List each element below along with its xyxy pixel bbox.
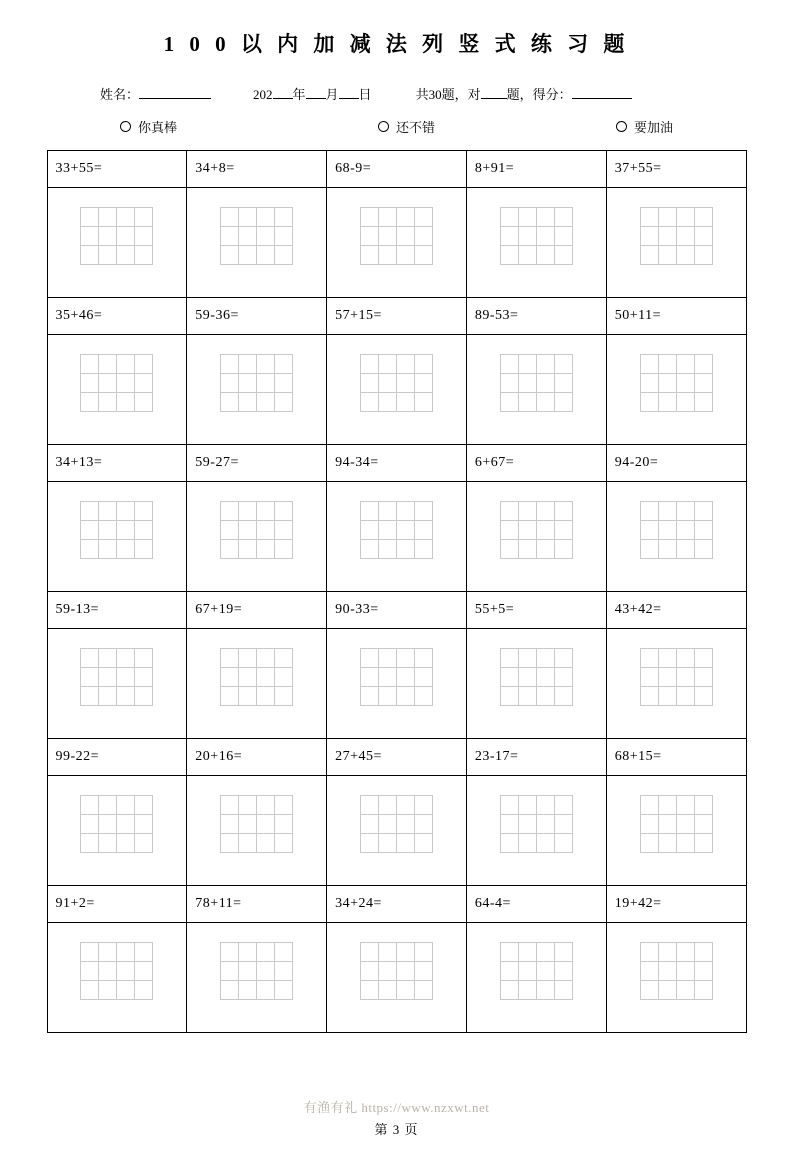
problem-expression: 23-17= [474, 749, 519, 764]
problem-cell[interactable] [606, 445, 746, 592]
problem-cell[interactable] [466, 445, 606, 592]
cell-divider [48, 334, 187, 335]
cell-divider [467, 922, 606, 923]
problem-expression: 59-27= [195, 455, 239, 470]
cell-divider [48, 775, 187, 776]
problem-expression: 64-4= [474, 896, 511, 911]
answer-grid[interactable] [81, 354, 153, 411]
cell-divider [187, 775, 326, 776]
cell-divider [327, 922, 466, 923]
table-row [47, 592, 746, 739]
cell-divider [607, 481, 746, 482]
problem-cell[interactable] [606, 592, 746, 739]
cell-divider [48, 922, 187, 923]
rating-row [0, 117, 793, 136]
correct-blank[interactable] [481, 85, 507, 99]
problem-cell[interactable] [606, 151, 746, 298]
answer-grid[interactable] [221, 207, 293, 264]
answer-grid[interactable] [81, 942, 153, 999]
table-row [47, 739, 746, 886]
cell-divider [187, 334, 326, 335]
answer-grid[interactable] [640, 795, 712, 852]
cell-divider [187, 187, 326, 188]
problem-cell[interactable] [327, 298, 467, 445]
problem-expression: 55+5= [474, 602, 515, 617]
answer-grid[interactable] [360, 942, 432, 999]
info-row [0, 84, 793, 103]
problem-cell[interactable] [466, 886, 606, 1033]
month-unit: 月 [325, 87, 339, 102]
answer-grid[interactable] [81, 207, 153, 264]
problem-cell[interactable] [187, 445, 327, 592]
table-row [47, 151, 746, 298]
cell-divider [48, 187, 187, 188]
cell-divider [327, 775, 466, 776]
cell-divider [48, 481, 187, 482]
problem-expression: 34+24= [335, 896, 382, 911]
problem-expression: 68-9= [335, 161, 372, 176]
rating-label-tryharder: 要加油 [634, 120, 674, 135]
answer-grid[interactable] [500, 207, 572, 264]
cell-divider [607, 334, 746, 335]
answer-grid[interactable] [500, 648, 572, 705]
answer-grid[interactable] [360, 795, 432, 852]
rating-option-great[interactable] [120, 117, 298, 136]
answer-grid[interactable] [640, 501, 712, 558]
table-row [47, 886, 746, 1033]
problem-cell[interactable] [327, 886, 467, 1033]
total-label: 共30题，对 [415, 87, 481, 102]
problem-expression: 67+19= [195, 602, 243, 617]
problem-cell[interactable] [466, 298, 606, 445]
problem-cell[interactable] [327, 151, 467, 298]
answer-grid[interactable] [360, 501, 432, 558]
problem-expression: 27+45= [335, 749, 382, 764]
problem-cell[interactable] [466, 151, 606, 298]
problem-expression: 94-34= [335, 455, 379, 470]
cell-divider [48, 628, 187, 629]
problem-cell[interactable] [327, 739, 467, 886]
problem-cell[interactable] [187, 739, 327, 886]
problem-expression: 94-20= [614, 455, 659, 470]
answer-grid[interactable] [360, 648, 432, 705]
circle-icon [378, 121, 389, 132]
day-blank[interactable] [339, 85, 359, 99]
answer-grid[interactable] [500, 942, 572, 999]
answer-grid[interactable] [221, 354, 293, 411]
rating-option-tryharder[interactable] [495, 117, 673, 136]
problem-expression: 89-53= [474, 308, 519, 323]
problem-expression: 20+16= [195, 749, 243, 764]
answer-grid[interactable] [640, 207, 712, 264]
cell-divider [467, 628, 606, 629]
answer-grid[interactable] [360, 354, 432, 411]
problem-expression: 6+67= [474, 455, 515, 470]
problem-expression: 35+46= [55, 308, 103, 323]
problem-expression: 68+15= [614, 749, 662, 764]
problem-cell[interactable] [47, 592, 187, 739]
problem-cell[interactable] [187, 886, 327, 1033]
cell-divider [607, 922, 746, 923]
answer-grid[interactable] [500, 354, 572, 411]
problem-cell[interactable] [187, 592, 327, 739]
problem-cell[interactable] [606, 298, 746, 445]
rating-label-ok: 还不错 [396, 120, 436, 135]
cell-divider [467, 481, 606, 482]
worksheet-page [0, 28, 793, 1150]
answer-grid[interactable] [640, 942, 712, 999]
answer-grid[interactable] [221, 501, 293, 558]
problem-cell[interactable] [327, 592, 467, 739]
cell-divider [187, 922, 326, 923]
answer-grid[interactable] [81, 501, 153, 558]
cell-divider [467, 775, 606, 776]
circle-icon [616, 121, 627, 132]
total-unit: 题，得分： [506, 87, 572, 102]
problem-cell[interactable] [47, 886, 187, 1033]
problem-cell[interactable] [466, 592, 606, 739]
cell-divider [327, 481, 466, 482]
cell-divider [467, 187, 606, 188]
year-blank[interactable] [273, 85, 293, 99]
table-row [47, 445, 746, 592]
cell-divider [607, 775, 746, 776]
answer-grid[interactable] [221, 942, 293, 999]
problem-cell[interactable] [606, 739, 746, 886]
problem-expression: 43+42= [614, 602, 662, 617]
name-label: 姓名： [100, 87, 140, 102]
problem-expression: 57+15= [335, 308, 382, 323]
cell-divider [607, 187, 746, 188]
watermark: 有渔有礼 https://www.nzxwt.net [303, 1100, 490, 1115]
problem-cell[interactable] [47, 739, 187, 886]
name-blank[interactable] [139, 85, 211, 99]
month-blank[interactable] [306, 85, 326, 99]
page-footer: 第 3 页 [374, 1122, 419, 1137]
cell-divider [187, 481, 326, 482]
year-unit: 年 [292, 87, 306, 102]
problem-expression: 90-33= [335, 602, 379, 617]
answer-grid[interactable] [81, 648, 153, 705]
problem-expression: 37+55= [614, 161, 662, 176]
page-title: 1 0 0 以 内 加 减 法 列 竖 式 练 习 题 [163, 32, 630, 56]
problem-cell[interactable] [187, 298, 327, 445]
problem-expression: 59-13= [55, 602, 100, 617]
answer-grid[interactable] [640, 354, 712, 411]
problem-expression: 34+8= [195, 161, 235, 176]
answer-grid[interactable] [221, 648, 293, 705]
answer-grid[interactable] [640, 648, 712, 705]
problem-expression: 34+13= [55, 455, 103, 470]
answer-grid[interactable] [221, 795, 293, 852]
problem-cell[interactable] [47, 445, 187, 592]
problem-cell[interactable] [47, 298, 187, 445]
cell-divider [327, 628, 466, 629]
problem-cell[interactable] [47, 151, 187, 298]
problem-cell[interactable] [187, 151, 327, 298]
year-prefix: 202 [253, 87, 273, 102]
circle-icon [120, 121, 131, 132]
problem-expression: 59-36= [195, 308, 239, 323]
problem-cell[interactable] [606, 886, 746, 1033]
problem-expression: 8+91= [474, 161, 515, 176]
cell-divider [467, 334, 606, 335]
problems-table [47, 150, 747, 1033]
problem-expression: 50+11= [614, 308, 661, 323]
cell-divider [607, 628, 746, 629]
rating-label-great: 你真棒 [138, 120, 178, 135]
answer-grid[interactable] [81, 795, 153, 852]
problem-cell[interactable] [466, 739, 606, 886]
problem-expression: 78+11= [195, 896, 242, 911]
table-row [47, 298, 746, 445]
answer-grid[interactable] [500, 501, 572, 558]
problem-cell[interactable] [327, 445, 467, 592]
problem-expression: 99-22= [55, 749, 100, 764]
problem-expression: 33+55= [55, 161, 103, 176]
day-unit: 日 [358, 87, 372, 102]
answer-grid[interactable] [500, 795, 572, 852]
score-blank[interactable] [572, 85, 632, 99]
problem-expression: 19+42= [614, 896, 662, 911]
cell-divider [327, 334, 466, 335]
rating-option-ok[interactable] [298, 117, 496, 136]
problem-expression: 91+2= [55, 896, 95, 911]
answer-grid[interactable] [360, 207, 432, 264]
cell-divider [187, 628, 326, 629]
cell-divider [327, 187, 466, 188]
